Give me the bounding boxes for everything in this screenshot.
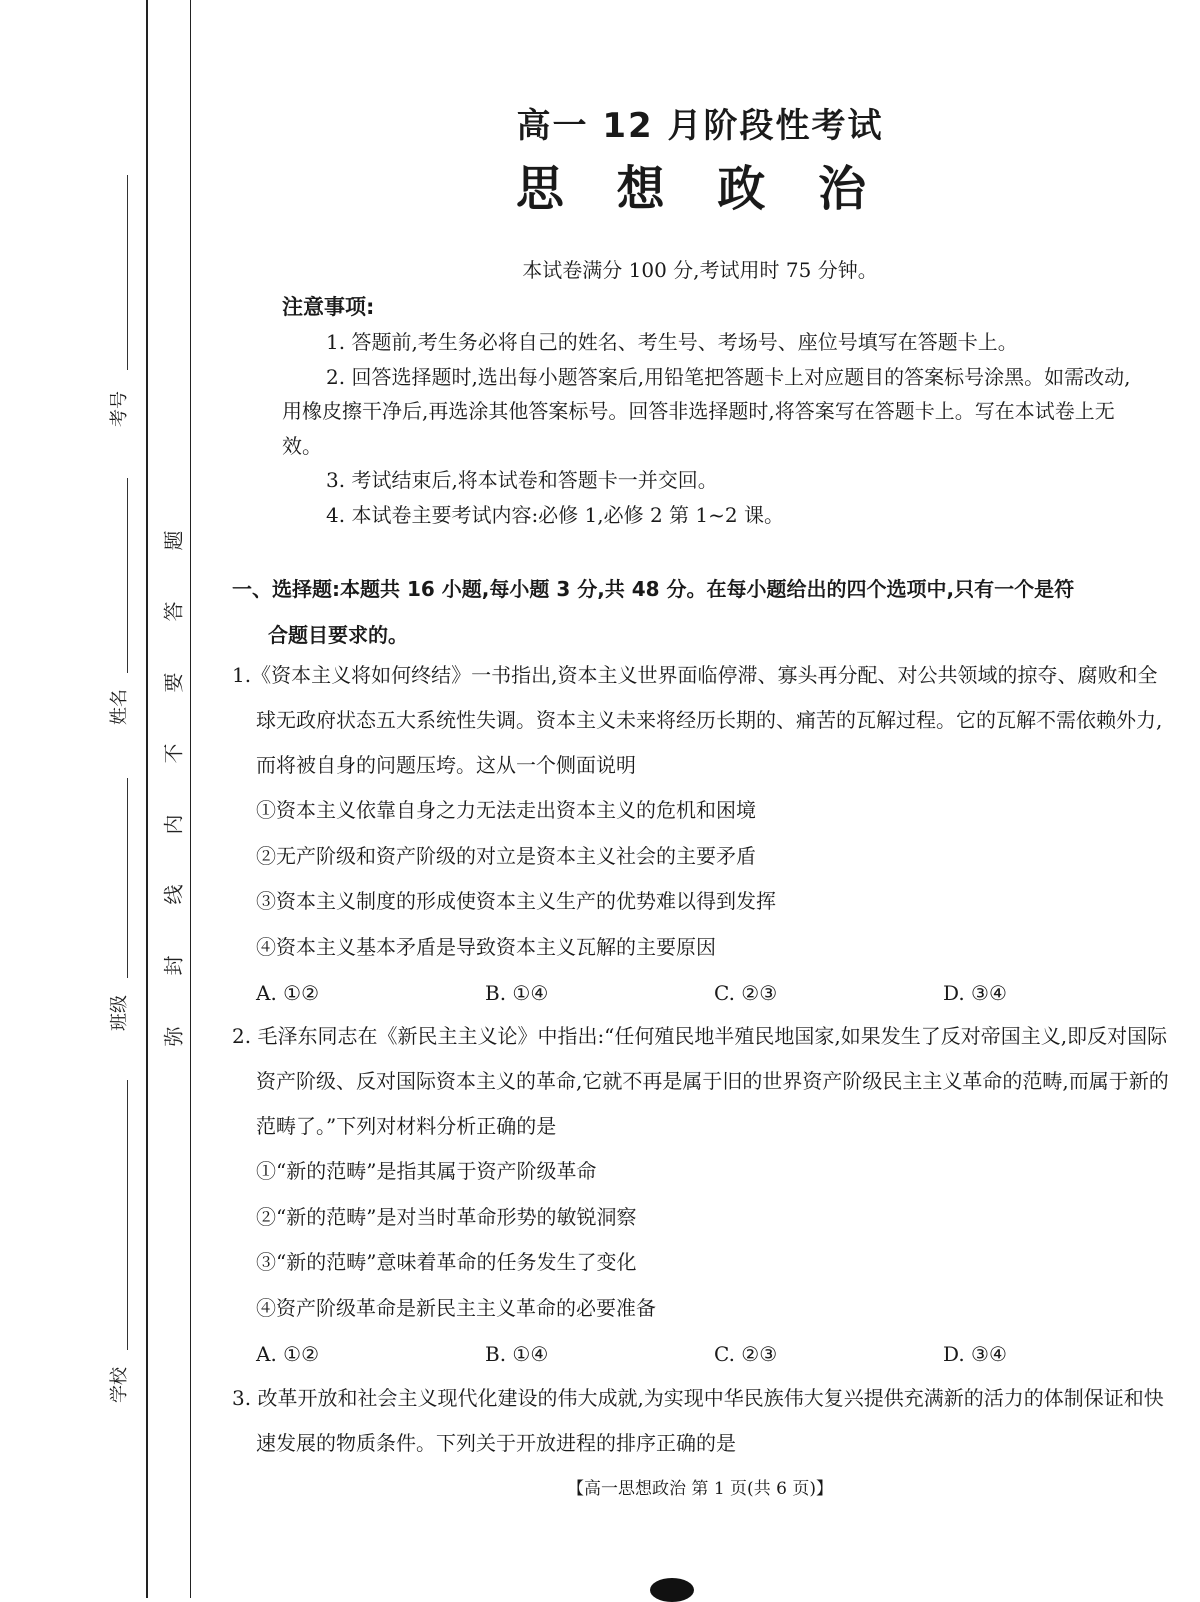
- question-stem: 1.《资本主义将如何终结》一书指出,资本主义世界面临停滞、寡头再分配、对公共领域的掠夺、腐败和全球无政府状态五大系统性失调。资本主义未来将经历长期的、痛苦的瓦解过程。它的瓦解不需依赖外力,而将被自身的问题压垮。这从一个侧面说明: [232, 663, 1163, 777]
- seal-char: 内: [161, 814, 186, 835]
- section-heading: [232, 566, 1172, 658]
- question-2: [232, 1014, 1172, 1377]
- statement-option: ①“新的范畴”是指其属于资产阶级革命: [256, 1159, 597, 1183]
- seal-char: 弥: [161, 1026, 186, 1047]
- statement-option: ④资本主义基本矛盾是导致资本主义瓦解的主要原因: [256, 934, 716, 959]
- question-stem: 2. 毛泽东同志在《新民主主义论》中指出:“任何殖民地半殖民地国家,如果发生了反对帝国主义,即反对国际资产阶级、反对国际资本主义的革命,它就不再是属于旧的世界资产阶级民主主义革命的范畴,而属于新的范畴了。”下列对材料分析正确的是: [232, 1024, 1169, 1138]
- notice-item: 2. 回答选择题时,选出每小题答案后,用铅笔把答题卡上对应题目的答案标号涂黑。如需改动,用橡皮擦干净后,再选涂其他答案标号。回答非选择题时,将答案写在答题卡上。写在本试卷上无效。: [282, 364, 1131, 458]
- seal-char: 封: [161, 955, 186, 976]
- question-3: [232, 1376, 1172, 1466]
- exam-title: 高一 12 月阶段性考试: [516, 106, 884, 146]
- page-footer: 【高一思想政治 第 1 页(共 6 页)】: [567, 1479, 833, 1499]
- choice-a[interactable]: A. ①②: [256, 981, 320, 1005]
- field-label-school: 学校: [109, 1367, 130, 1403]
- choice-b[interactable]: B. ①④: [485, 1342, 549, 1366]
- seal-char: 不: [161, 743, 186, 764]
- answer-choices: [232, 970, 1172, 1016]
- seal-char: 线: [161, 884, 186, 905]
- field-label-exam-number: 考号: [109, 391, 130, 427]
- notice-item: 1. 答题前,考生务必将自己的姓名、考生号、考场号、座位号填写在答题卡上。: [326, 330, 1018, 354]
- question-1: [232, 653, 1172, 1016]
- notice-item: 3. 考试结束后,将本试卷和答题卡一并交回。: [326, 468, 718, 492]
- subject-title: 思 想 政 治: [515, 161, 885, 217]
- ink-blot: [650, 1578, 694, 1602]
- field-line-school[interactable]: [127, 1080, 128, 1350]
- field-label-class: 班级: [109, 995, 130, 1031]
- binding-line-outer: [146, 0, 148, 1598]
- choice-c[interactable]: C. ②③: [714, 1342, 778, 1366]
- section-heading-line1: 一、选择题:本题共 16 小题,每小题 3 分,共 48 分。在每小题给出的四个选项中,只有一个是符: [232, 577, 1075, 601]
- binding-line-inner: [190, 0, 191, 1598]
- choice-b[interactable]: B. ①④: [485, 981, 549, 1005]
- choice-d[interactable]: D. ③④: [943, 1342, 1007, 1366]
- answer-choices: [232, 1331, 1172, 1377]
- field-line-exam-number[interactable]: [127, 175, 128, 370]
- notice-heading: 注意事项:: [282, 295, 375, 319]
- question-stem: 3. 改革开放和社会主义现代化建设的伟大成就,为实现中华民族伟大复兴提供充满新的活力的体制保证和快速发展的物质条件。下列关于开放进程的排序正确的是: [232, 1386, 1164, 1455]
- choice-a[interactable]: A. ①②: [256, 1342, 320, 1366]
- section-heading-line2: 合题目要求的。: [268, 623, 408, 647]
- seal-char: 答: [161, 601, 186, 622]
- field-label-name: 姓名: [109, 689, 130, 725]
- exam-info: 本试卷满分 100 分,考试用时 75 分钟。: [522, 258, 878, 282]
- statement-option: ③资本主义制度的形成使资本主义生产的优势难以得到发挥: [256, 889, 776, 913]
- statement-option: ③“新的范畴”意味着革命的任务发生了变化: [256, 1250, 637, 1274]
- field-line-class[interactable]: [127, 778, 128, 978]
- choice-c[interactable]: C. ②③: [714, 981, 778, 1005]
- notice-item: 4. 本试卷主要考试内容:必修 1,必修 2 第 1~2 课。: [326, 502, 784, 527]
- statement-option: ①资本主义依靠自身之力无法走出资本主义的危机和困境: [256, 798, 756, 822]
- notice-list: [282, 325, 1132, 532]
- choice-d[interactable]: D. ③④: [943, 981, 1007, 1005]
- statement-option: ②“新的范畴”是对当时革命形势的敏锐洞察: [256, 1204, 637, 1229]
- seal-char: 题: [161, 530, 186, 551]
- statement-option: ②无产阶级和资产阶级的对立是资本主义社会的主要矛盾: [256, 843, 756, 868]
- seal-char: 要: [161, 672, 186, 693]
- field-line-name[interactable]: [127, 478, 128, 673]
- statement-option: ④资产阶级革命是新民主主义革命的必要准备: [256, 1295, 656, 1320]
